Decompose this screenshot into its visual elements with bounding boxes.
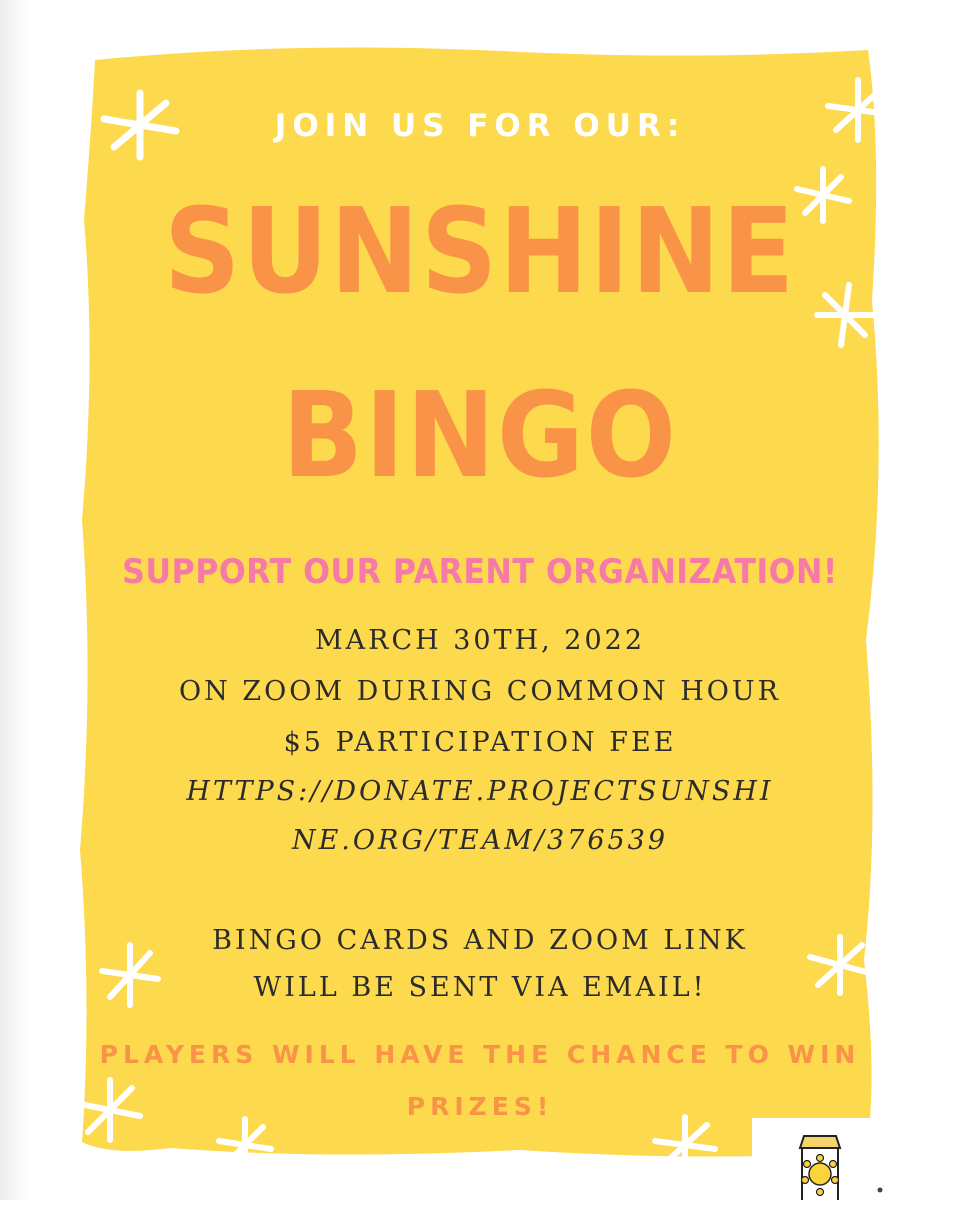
intro-text: JOIN US FOR OUR: [274,108,686,144]
participation-fee: $5 PARTICIPATION FEE [283,727,677,758]
title-line-2: BINGO [282,366,678,504]
title-line-1: SUNSHINE [163,182,797,320]
email-note-line-2: WILL BE SENT VIA EMAIL! [253,972,707,1003]
tagline: SUPPORT OUR PARENT ORGANIZATION! [122,552,838,592]
prize-note-line-2: PRIZES! [406,1092,554,1121]
prize-note-line-1: PLAYERS WILL HAVE THE CHANCE TO WIN [99,1040,861,1069]
donation-link-line-2[interactable]: NE.ORG/TEAM/376539 [291,825,669,856]
event-date: MARCH 30TH, 2022 [314,625,646,656]
donation-link-line-1[interactable]: HTTPS://DONATE.PROJECTSUNSHI [186,776,774,807]
logo-card [752,1118,888,1200]
email-note-line-1: BINGO CARDS AND ZOOM LINK [212,925,748,956]
event-location: ON ZOOM DURING COMMON HOUR [179,676,781,707]
sun-logo-icon [752,1118,888,1200]
